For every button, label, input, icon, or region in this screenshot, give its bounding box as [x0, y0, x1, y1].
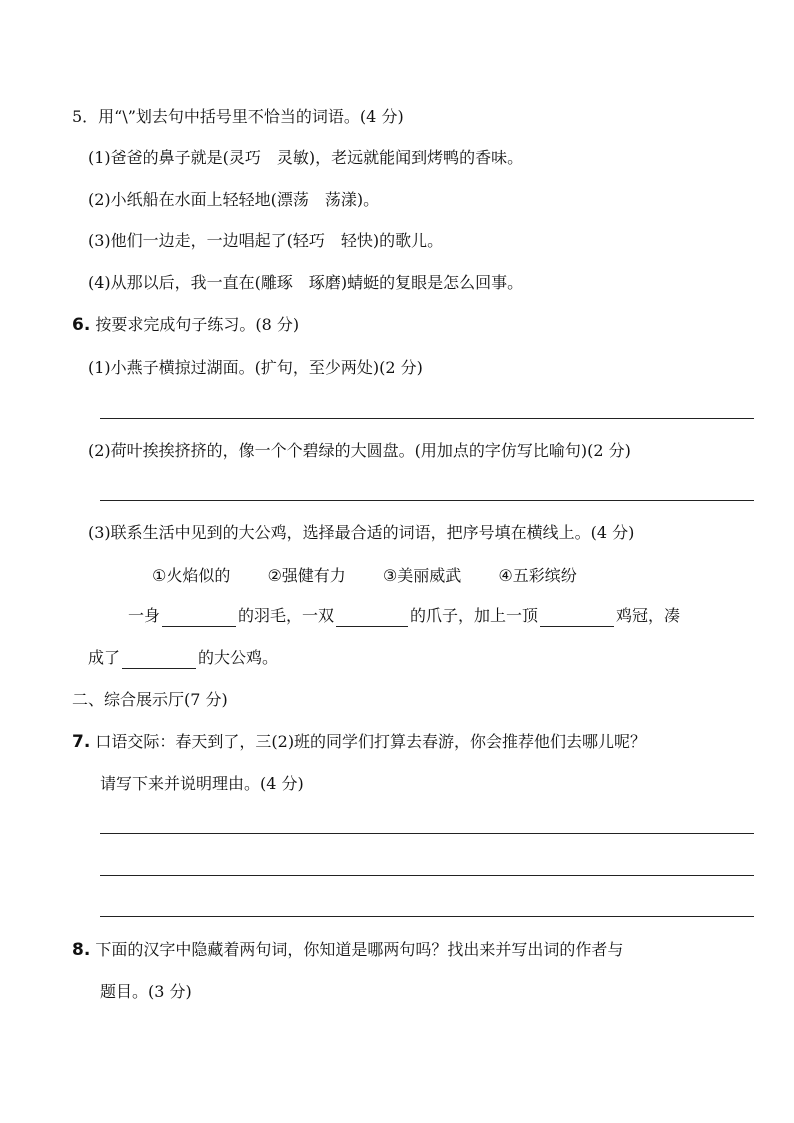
q7-line-2: 请写下来并说明理由。(4 分) [100, 774, 304, 793]
q6-fill-text-e: 成了 [88, 648, 121, 667]
q7-heading [72, 731, 646, 753]
q6-option-2: ②强健有力 [267, 566, 346, 585]
q8-line-2: 题目。(3 分) [100, 982, 192, 1001]
q6-option-4: ④五彩缤纷 [498, 566, 577, 585]
q6-fill-text-b: 的羽毛，一双 [238, 606, 335, 625]
q6-item-2: (2)荷叶挨挨挤挤的，像一个个碧绿的大圆盘。(用加点的字仿写比喻句)(2 分) [88, 441, 631, 460]
q7-answer-line-2[interactable] [100, 875, 754, 876]
section-2-title: 二、综合展示厅(7 分) [72, 690, 228, 709]
q6-fill-line-2 [88, 647, 278, 669]
q6-title: 按要求完成句子练习。(8 分) [95, 315, 300, 334]
q6-answer-line-1[interactable] [100, 418, 754, 419]
q5-item-3: (3)他们一边走，一边唱起了(轻巧 轻快)的歌儿。 [88, 231, 444, 250]
q6-item-1: (1)小燕子横掠过湖面。(扩句，至少两处)(2 分) [88, 358, 423, 377]
q5-item-4: (4)从那以后，我一直在(雕琢 琢磨)蜻蜓的复眼是怎么回事。 [88, 273, 524, 292]
q8-heading [72, 939, 623, 961]
q6-fill-line-1 [128, 605, 680, 627]
q6-options [152, 565, 577, 587]
q7-answer-line-3[interactable] [100, 916, 754, 917]
q7-answer-line-1[interactable] [100, 833, 754, 834]
q7-line-1: 口语交际：春天到了，三(2)班的同学们打算去春游，你会推荐他们去哪儿呢？ [95, 732, 647, 751]
q5-item-2: (2)小纸船在水面上轻轻地(漂荡 荡漾)。 [88, 190, 380, 209]
q6-fill-text-d: 鸡冠，凑 [616, 606, 681, 625]
q6-blank-2[interactable] [336, 610, 408, 627]
q6-fill-text-c: 的爪子，加上一顶 [410, 606, 539, 625]
q6-heading [72, 314, 299, 336]
q6-option-1: ①火焰似的 [152, 566, 231, 585]
q6-answer-line-2[interactable] [100, 500, 754, 501]
q6-option-3: ③美丽威武 [382, 566, 462, 585]
q6-blank-3[interactable] [540, 610, 614, 627]
q6-fill-text-f: 的大公鸡。 [198, 648, 279, 667]
q8-number: 8. [72, 940, 91, 960]
q5-item-1: (1)爸爸的鼻子就是(灵巧 灵敏)，老远就能闻到烤鸭的香味。 [88, 148, 524, 167]
q6-blank-1[interactable] [162, 610, 236, 627]
q5-title: 5．用“\”划去句中括号里不恰当的词语。(4 分) [72, 107, 404, 126]
q6-number: 6. [72, 315, 91, 335]
q7-number: 7. [72, 732, 91, 752]
q6-blank-4[interactable] [122, 652, 196, 669]
q6-item-3: (3)联系生活中见到的大公鸡，选择最合适的词语，把序号填在横线上。(4 分) [88, 523, 635, 542]
q6-fill-text-a: 一身 [128, 606, 161, 625]
q8-line-1: 下面的汉字中隐藏着两句词，你知道是哪两句吗？找出来并写出词的作者与 [95, 940, 624, 959]
